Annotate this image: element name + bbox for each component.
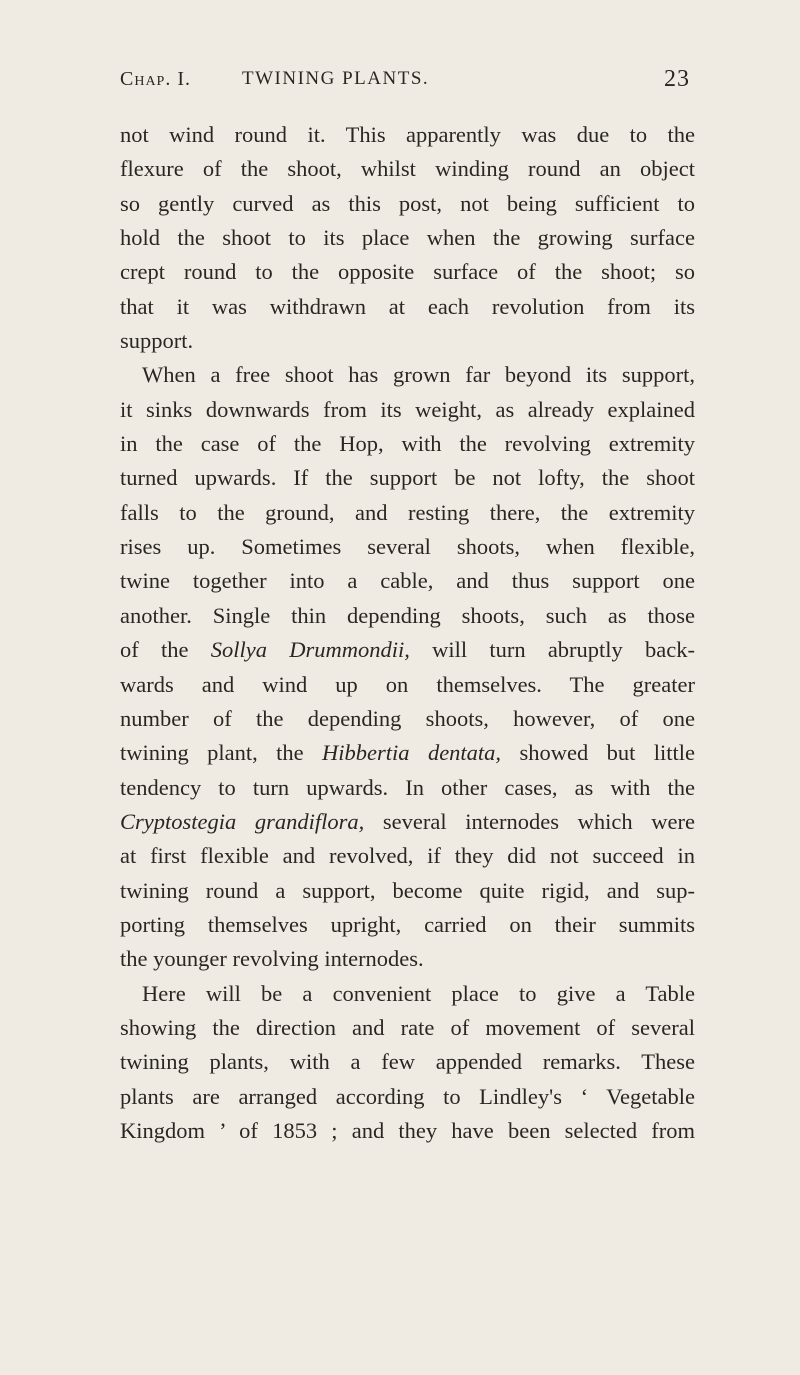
text-line: it sinks downwards from its weight, as already explained xyxy=(120,396,695,422)
paragraph-start-line: Here will be a convenient place to give a Table xyxy=(142,980,695,1006)
species-name: Sollya Drummondii, xyxy=(210,637,410,663)
paragraph-end-line: the younger revolving internodes. xyxy=(120,946,424,972)
text-line: falls to the ground, and resting there, the extremity xyxy=(120,499,695,525)
text-line xyxy=(120,633,695,667)
text-line: flexure of the shoot, whilst winding round an object xyxy=(120,156,695,182)
text-line: number of the depending shoots, however, of one xyxy=(120,705,695,731)
text-line: at first flexible and revolved, if they did not succeed in xyxy=(120,843,695,869)
text-line: crept round to the opposite surface of the shoot; so xyxy=(120,259,695,285)
text-line: hold the shoot to its place when the growing surface xyxy=(120,225,695,251)
text-line: another. Single thin depending shoots, such as those xyxy=(120,602,695,628)
text-run: showed but little xyxy=(501,740,695,766)
text-line: twine together into a cable, and thus support one xyxy=(120,568,695,594)
text-line: in the case of the Hop, with the revolving extremity xyxy=(120,431,695,457)
text-run: of the xyxy=(120,637,211,663)
running-title: TWINING PLANTS. xyxy=(242,68,430,89)
text-line: so gently curved as this post, not being sufficient to xyxy=(120,190,695,216)
paragraph-start-line: When a free shoot has grown far beyond its support, xyxy=(142,362,695,388)
text-run: several internodes which were xyxy=(364,808,695,834)
text-line: plants are arranged according to Lindley's ‘ Vegetable xyxy=(120,1083,695,1109)
running-head xyxy=(120,68,690,98)
species-name: Cryptostegia grandiflora, xyxy=(120,808,365,834)
species-name: Hibbertia dentata, xyxy=(322,740,502,766)
text-line: twining plants, with a few appended remarks. These xyxy=(120,1049,695,1075)
text-line xyxy=(120,736,695,770)
text-line xyxy=(120,805,695,839)
page-number: 23 xyxy=(664,66,690,92)
text-line: Kingdom ’ of 1853 ; and they have been selected from xyxy=(120,1117,695,1143)
paragraph-end-line: support. xyxy=(120,328,194,354)
text-line: wards and wind up on themselves. The greater xyxy=(120,671,695,697)
text-line: not wind round it. This apparently was due to the xyxy=(120,122,695,147)
text-line: rises up. Sometimes several shoots, when flexible, xyxy=(120,534,695,560)
text-line: showing the direction and rate of movement of several xyxy=(120,1014,695,1040)
text-run: twining plant, the xyxy=(120,740,323,766)
body-text xyxy=(120,118,695,1148)
text-run: will turn abruptly back- xyxy=(409,637,695,663)
chapter-label: Chap. I. xyxy=(120,68,192,90)
text-line: tendency to turn upwards. In other cases, as with the xyxy=(120,774,695,800)
text-line: turned upwards. If the support be not lofty, the shoot xyxy=(120,465,695,491)
text-line: twining round a support, become quite rigid, and sup- xyxy=(120,877,695,903)
text-line: porting themselves upright, carried on their summits xyxy=(120,911,695,937)
text-line: that it was withdrawn at each revolution from its xyxy=(120,293,695,319)
